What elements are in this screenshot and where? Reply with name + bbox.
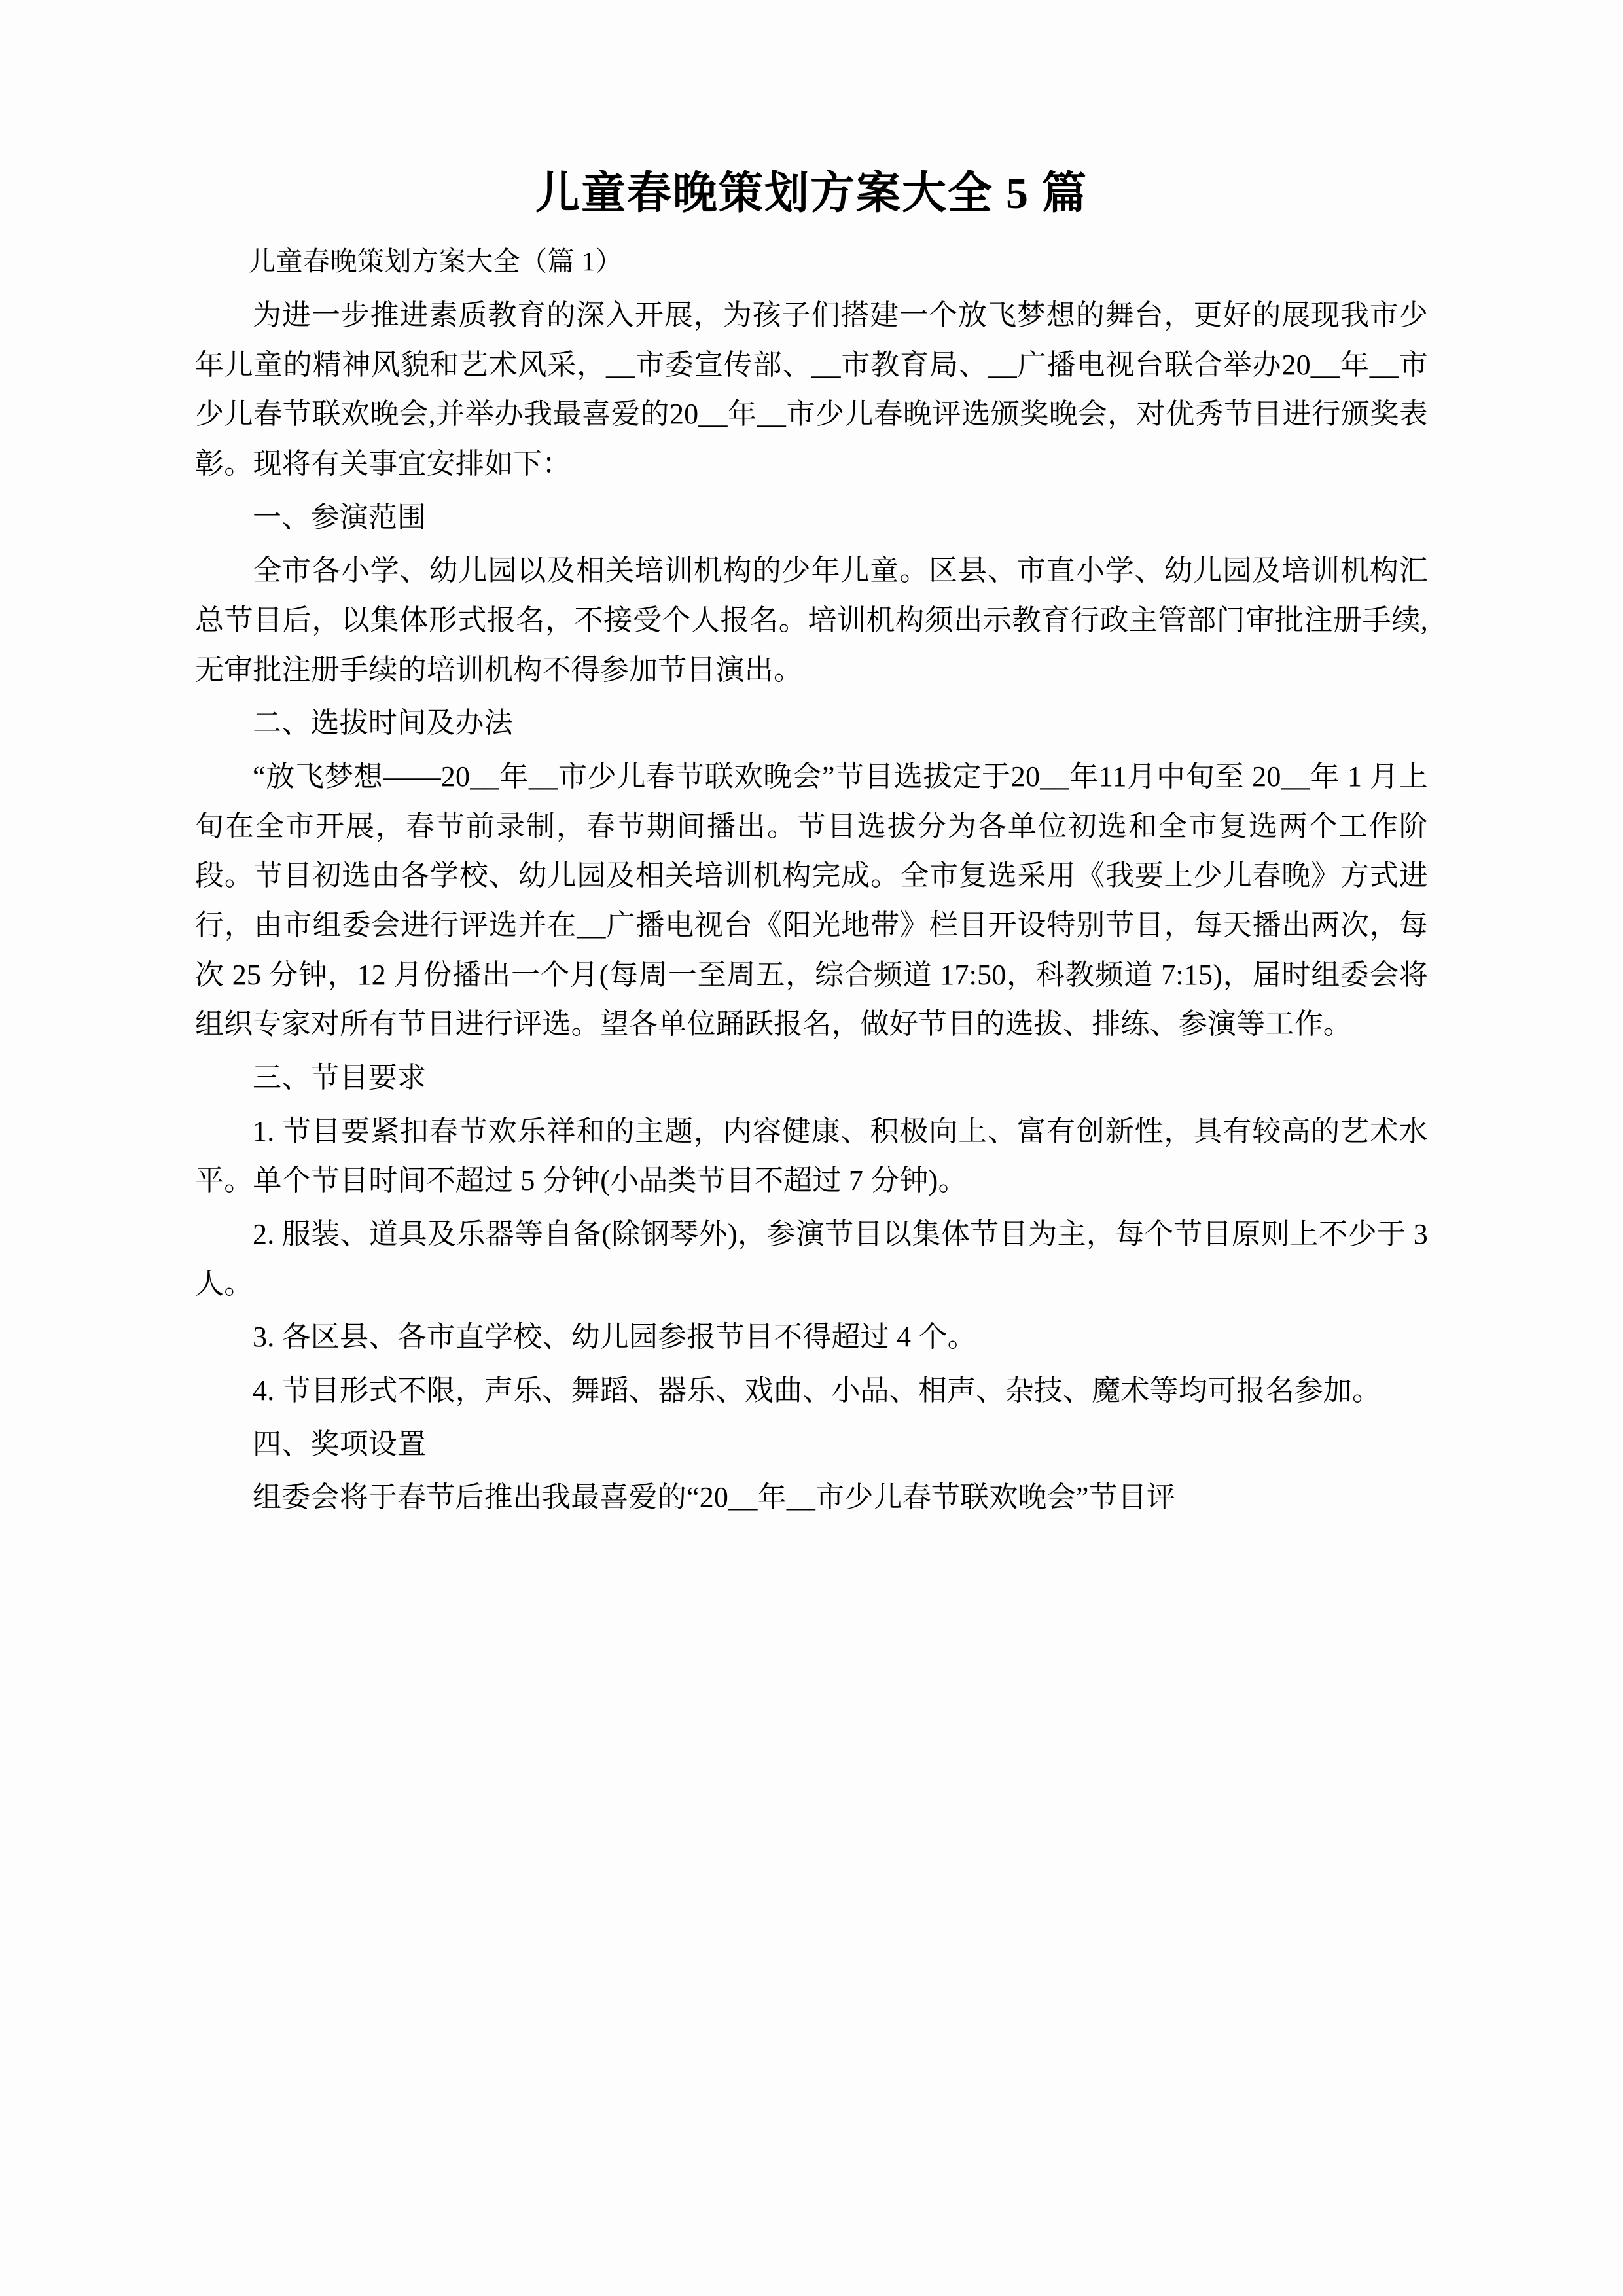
section-heading-one: 一、参演范围 <box>253 501 427 533</box>
page-title: 儿童春晚策划方案大全 5 篇 <box>535 168 1088 218</box>
section-two-body: “放飞梦想——20__年__市少儿春节联欢晚会”节目选拔定于20__年11月中旬至 20__年 1 月上旬在全市开展，春节前录制，春节期间播出。节目选拔分为各单位初选和全市复选两个工作阶段。节目初选由各学校、幼儿园及相关培训机构完成。全市复选采用《我要上少儿春晚》方式进行，由市组委会进行评选并在__广播电视台《阳光地带》栏目开设特别节目，每天播出两次，每次 25 分钟，12 月份播出一个月(每周一至周五，综合频道 17:50，科教频道 7:15)，届时组委会将组织专家对所有节目进行评选。望各单位踊跃报名，做好节目的选拔、排练、参演等工作。 <box>195 761 1428 1041</box>
document-subtitle: 儿童春晚策划方案大全（篇 1） <box>249 245 623 276</box>
section-heading-two: 二、选拔时间及办法 <box>253 707 513 740</box>
section-heading-four: 四、奖项设置 <box>253 1427 427 1460</box>
section-four-body: 组委会将于春节后推出我最喜爱的“20__年__市少儿春节联欢晚会”节目评 <box>253 1481 1176 1514</box>
intro-paragraph: 为进一步推进素质教育的深入开展，为孩子们搭建一个放飞梦想的舞台，更好的展现我市少年儿童的精神风貌和艺术风采，__市委宣传部、__市教育局、__广播电视台联合举办20__年__市少儿春节联欢晚会,并举办我最喜爱的20__年__市少儿春晚评选颁奖晚会，对优秀节目进行颁奖表彰。现将有关事宜安排如下： <box>195 299 1428 480</box>
document-content <box>195 164 1428 1526</box>
section-three-item-2: 2. 服装、道具及乐器等自备(除钢琴外)，参演节目以集体节目为主，每个节目原则上不少于 3 人。 <box>195 1218 1428 1300</box>
section-one-body: 全市各小学、幼儿园以及相关培训机构的少年儿童。区县、市直小学、幼儿园及培训机构汇总节目后，以集体形式报名，不接受个人报名。培训机构须出示教育行政主管部门审批注册手续,无审批注册手续的培训机构不得参加节目演出。 <box>195 554 1428 686</box>
section-three-item-3: 3. 各区县、各市直学校、幼儿园参报节目不得超过 4 个。 <box>253 1321 976 1354</box>
section-heading-three: 三、节目要求 <box>253 1062 427 1094</box>
section-three-item-4: 4. 节目形式不限，声乐、舞蹈、器乐、戏曲、小品、相声、杂技、魔术等均可报名参加。 <box>253 1374 1382 1407</box>
section-three-item-1: 1. 节目要紧扣春节欢乐祥和的主题，内容健康、积极向上、富有创新性，具有较高的艺术水平。单个节目时间不超过 5 分钟(小品类节目不超过 7 分钟)。 <box>195 1115 1428 1197</box>
